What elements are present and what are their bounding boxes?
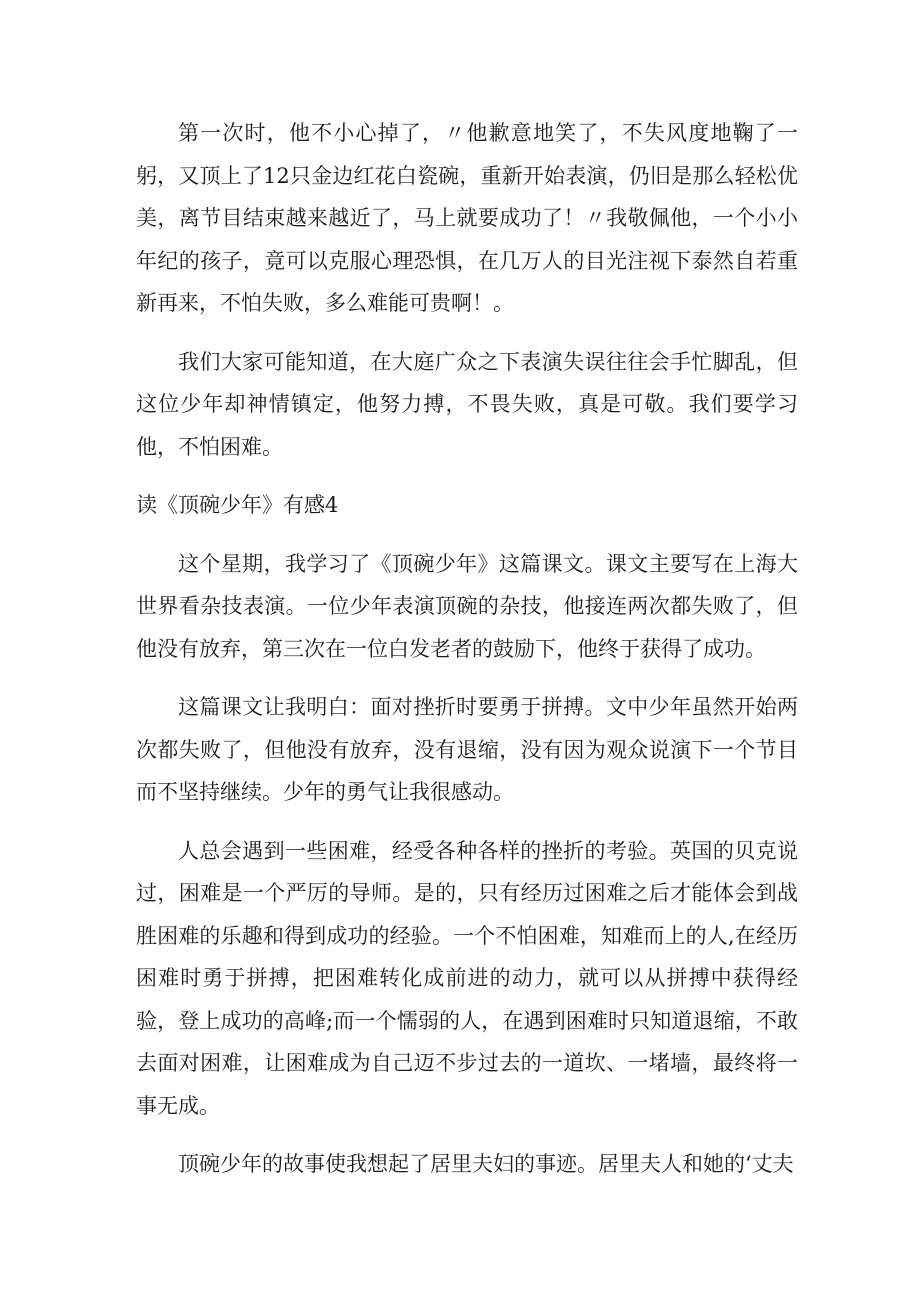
paragraph-4: 这篇课文让我明白：面对挫折时要勇于拼搏。文中少年虽然开始两次都失败了，但他没有放弃，没有退缩，没有因为观众说演下一个节目而不坚持继续。少年的勇气让我很感动。 [136, 695, 798, 804]
paragraph-2: 我们大家可能知道，在大庭广众之下表演失误往往会手忙脚乱，但这位少年却神情镇定，他努力搏，不畏失败，真是可敬。我们要学习他，不怕困难。 [136, 349, 798, 459]
section-heading: 读《顶碗少年》有感4 [136, 493, 339, 517]
paragraph-6: 顶碗少年的故事使我想起了居里夫妇的事迹。居里夫人和她的‘丈夫 [178, 1152, 794, 1176]
paragraph-3: 这个星期，我学习了《顶碗少年》这篇课文。课文主要写在上海大世界看杂技表演。一位少年表演顶碗的杂技，他接连两次都失败了，但他没有放弃，第三次在一位白发老者的鼓励下，他终于获得了成功。 [136, 551, 798, 661]
paragraph-5: 人总会遇到一些困难，经受各种各样的挫折的考验。英国的贝克说过，困难是一个严厉的导师。是的，只有经历过困难之后才能体会到战胜困难的乐趣和得到成功的经验。一个不怕困难，知难而上的人,在经历困难时勇于拼搏，把困难转化成前进的动力，就可以从拼搏中获得经验，登上成功的高峰;而一个懦弱的人，在遇到困难时只知道退缩，不敢去面对困难，让困难成为自己迈不步过去的一道坎、一堵墙，最终将一事无成。 [136, 838, 798, 1118]
paragraph-1: 第一次时，他不小心掉了，〃他歉意地笑了，不失风度地鞠了一躬，又顶上了12只金边红花白瓷碗，重新开始表演，仍旧是那么轻松优美，离节目结束越来越近了，马上就要成功了！〃我敬佩他，一个小小年纪的孩子，竟可以克服心理恐惧，在几万人的目光注视下泰然自若重新再来，不怕失败，多么难能可贵啊！。 [136, 121, 798, 315]
document-body [136, 112, 798, 1202]
